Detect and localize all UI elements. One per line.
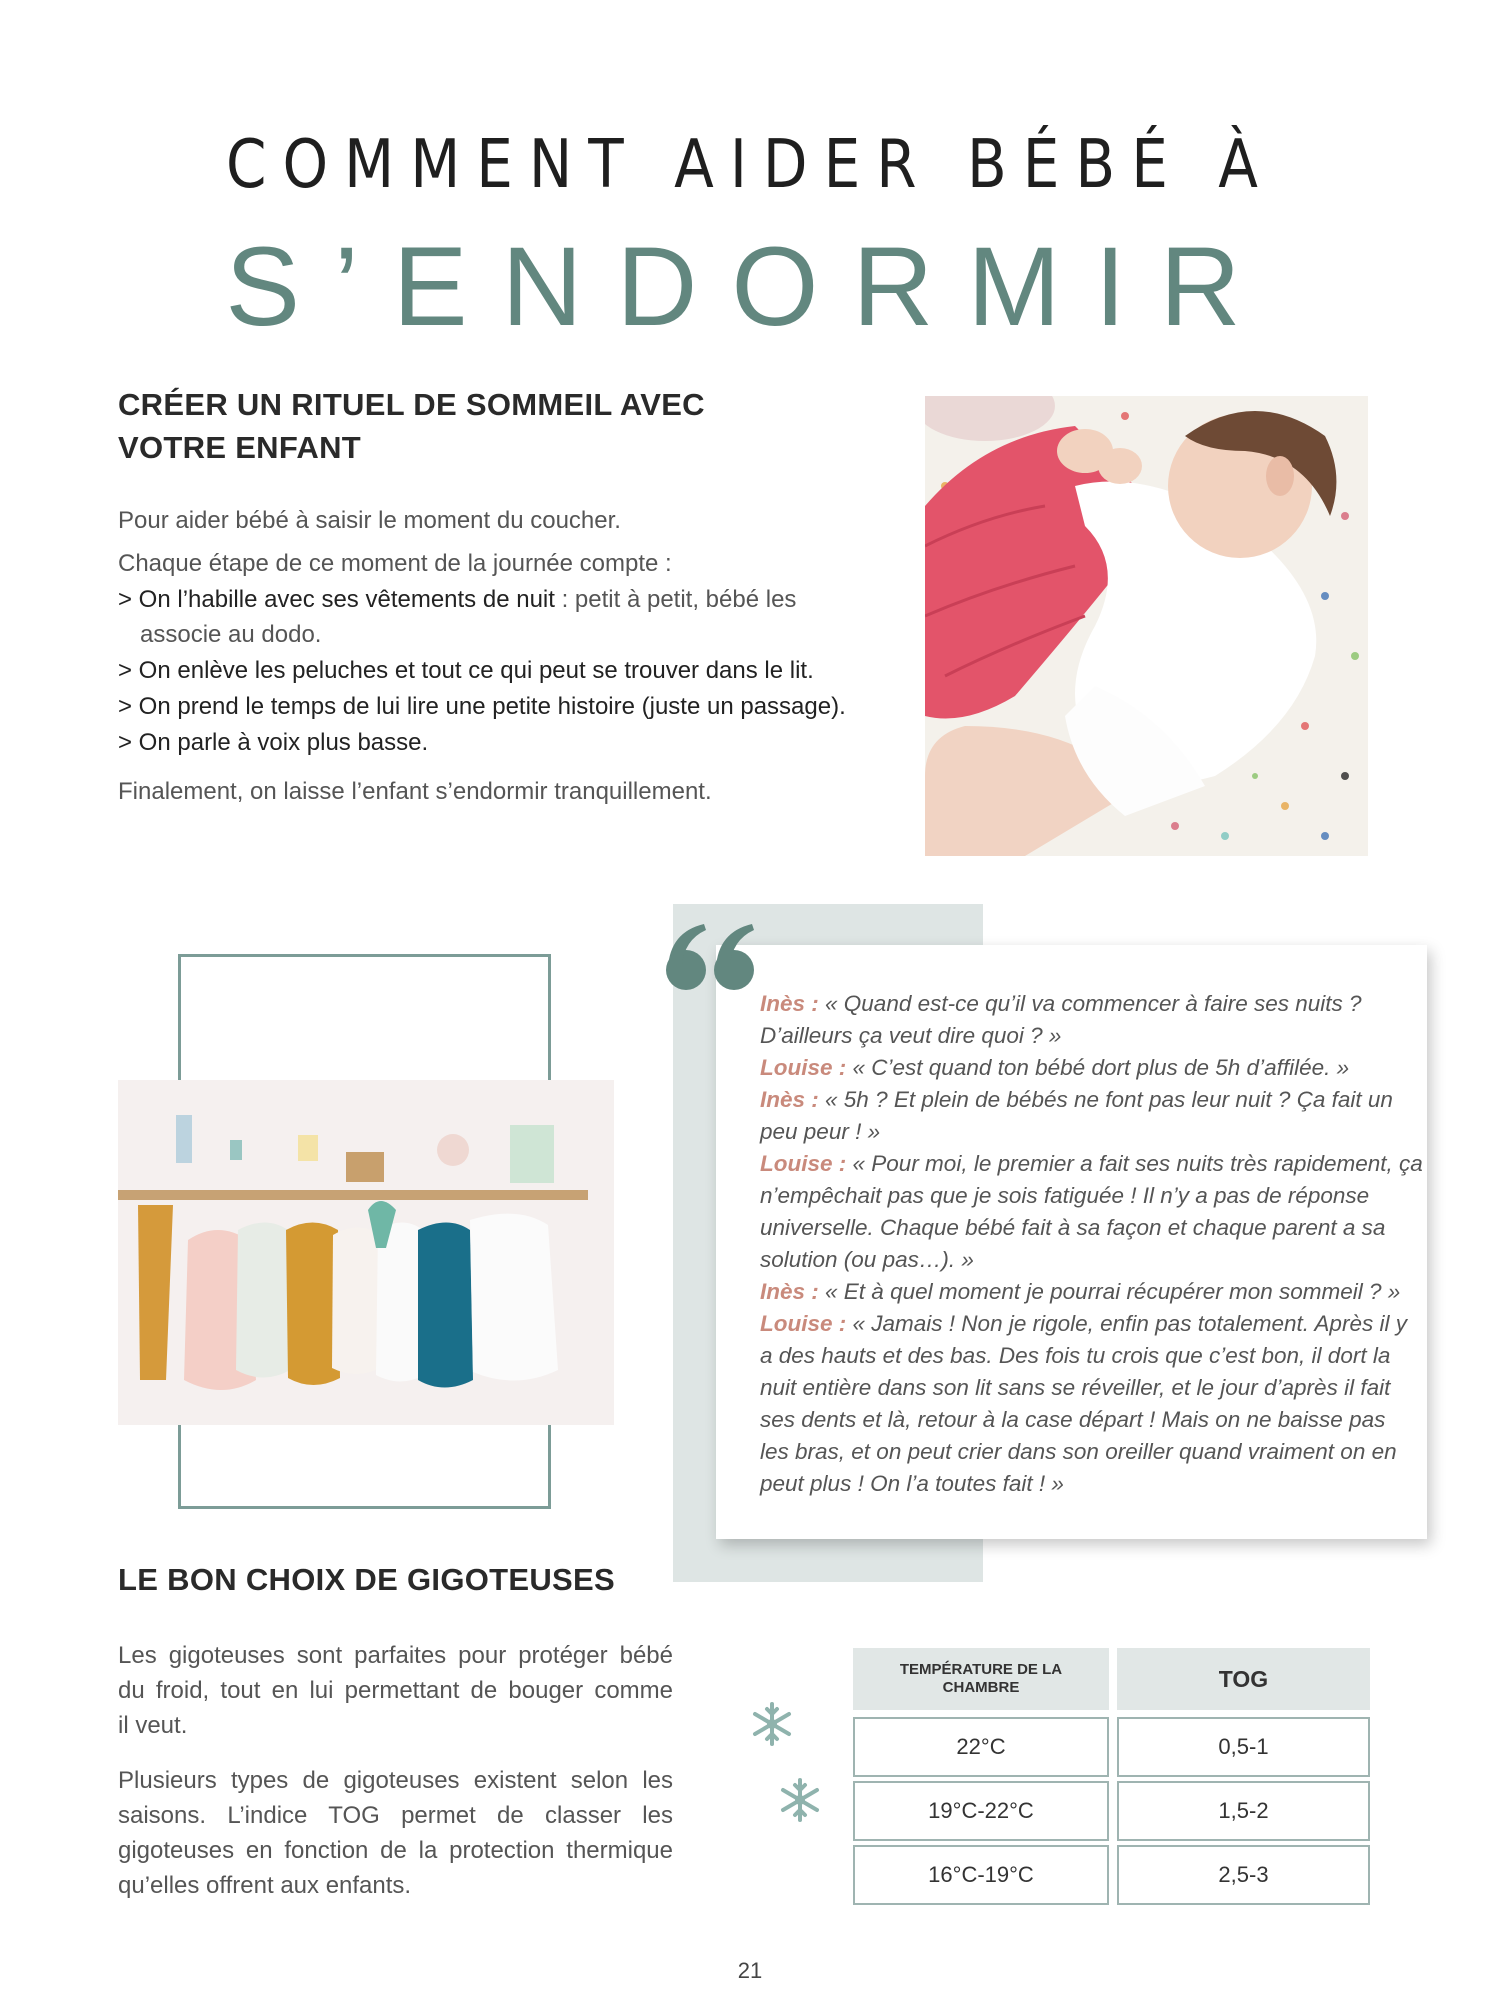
header-temp-line: TEMPÉRATURE DE LA [899, 1661, 1063, 1678]
quote-line [760, 988, 1390, 1020]
section-heading-line: VOTRE ENFANT [118, 430, 362, 465]
section-heading-gigoteuses: LE BON CHOIX DE GIGOTEUSES [118, 1562, 615, 1597]
quote-speaker: Louise : [760, 1151, 847, 1176]
table-header-temperature [853, 1648, 1109, 1710]
quote-line [760, 1436, 1397, 1468]
quote-text: D’ailleurs ça veut dire quoi ? » [760, 1023, 1062, 1048]
text-line: du froid, tout en lui permettant de bouger comme [118, 1677, 673, 1704]
snowflake-icon [748, 1700, 796, 1748]
quote-speaker: Inès : [760, 1087, 819, 1112]
bullet-rest2: associe au dodo. [140, 621, 322, 648]
section-heading-line: CRÉER UN RITUEL DE SOMMEIL AVEC [118, 387, 705, 422]
quote-text: « Et à quel moment je pourrai récupérer mon sommeil ? » [818, 1279, 1401, 1304]
table-cell-temp: 16°C-19°C [853, 1845, 1109, 1905]
intro-paragraph: Pour aider bébé à saisir le moment du coucher. [118, 507, 621, 534]
quote-line [760, 1372, 1390, 1404]
table-header-tog: TOG [1117, 1648, 1370, 1710]
quote-text: « Pour moi, le premier a fait ses nuits très rapidement, ça [846, 1151, 1423, 1176]
conclusion-paragraph: Finalement, on laisse l’enfant s’endormir tranquillement. [118, 778, 712, 805]
quote-text: universelle. Chaque bébé fait à sa façon et chaque parent a sa [760, 1215, 1386, 1240]
quote-text: nuit entière dans son lit sans se réveiller, et le jour d’après il fait [760, 1375, 1391, 1400]
page-title-line1: COMMENT AIDER BÉBÉ À [226, 124, 1274, 204]
bullet-rest: : petit à petit, bébé les [554, 586, 797, 613]
quote-mark-icon [662, 918, 762, 998]
bullet-item [118, 582, 878, 617]
sleeping-bags-illustration [118, 1080, 614, 1425]
text-line: saisons. L’indice TOG permet de classer les [118, 1802, 673, 1829]
quote-line [760, 1084, 1393, 1116]
table-cell-temp: 22°C [853, 1717, 1109, 1777]
quote-speaker: Inès : [760, 991, 819, 1016]
header-temp-line: CHAMBRE [942, 1679, 1020, 1696]
page-title-line2: S’ENDORMIR [225, 224, 1275, 349]
table-cell-tog: 1,5-2 [1117, 1781, 1370, 1841]
bullet-item: > On prend le temps de lui lire une petite histoire (juste un passage). [118, 693, 846, 720]
bullet-continuation [140, 617, 321, 652]
table-cell-temp: 19°C-22°C [853, 1781, 1109, 1841]
quote-line [760, 1212, 1390, 1244]
quote-text: « C’est quand ton bébé dort plus de 5h d’affilée. » [846, 1055, 1350, 1080]
quote-text: « 5h ? Et plein de bébés ne font pas leur nuit ? Ça fait un [818, 1087, 1393, 1112]
quote-text: solution (ou pas…). » [760, 1247, 974, 1272]
quote-line [760, 1340, 1390, 1372]
quote-speaker: Louise : [760, 1055, 847, 1080]
text-line: il veut. [118, 1712, 188, 1739]
lead-paragraph: Chaque étape de ce moment de la journée compte : [118, 550, 672, 577]
quote-line [760, 1180, 1390, 1212]
quote-line [760, 1020, 1390, 1052]
quote-text: « Quand est-ce qu’il va commencer à faire ses nuits ? [818, 991, 1362, 1016]
sleeping-baby-photo [925, 396, 1368, 856]
quote-line [760, 1276, 1401, 1308]
quote-text: peut plus ! On l’a toutes fait ! » [760, 1471, 1064, 1496]
text-line: qu’elles offrent aux enfants. [118, 1872, 412, 1899]
quote-line [760, 1468, 1390, 1500]
bullet-strong: > On l’habille avec ses vêtements de nuit [118, 586, 555, 613]
quote-line [760, 1116, 1390, 1148]
quote-text: les bras, et on peut crier dans son oreiller quand vraiment on en [760, 1439, 1397, 1464]
bullet-item: > On parle à voix plus basse. [118, 729, 429, 756]
text-line: Les gigoteuses sont parfaites pour protéger bébé [118, 1642, 673, 1669]
snowflake-icon [776, 1776, 824, 1824]
text-line: Plusieurs types de gigoteuses existent selon les [118, 1767, 673, 1794]
quote-line [760, 1052, 1390, 1084]
quote-speaker: Louise : [760, 1311, 847, 1336]
sleeping-bags-photo [118, 1080, 614, 1425]
quote-speaker: Inès : [760, 1279, 819, 1304]
testimonial-text [760, 988, 1423, 1500]
quote-line [760, 1148, 1423, 1180]
quote-line [760, 1244, 1390, 1276]
sleeping-baby-illustration [925, 396, 1368, 856]
section-heading-rituel [118, 383, 705, 469]
gigoteuses-paragraph-2 [118, 1763, 673, 1903]
quote-text: n’empêchait pas que je sois fatiguée ! Il n’y a pas de réponse [760, 1183, 1370, 1208]
gigoteuses-paragraph-1 [118, 1638, 673, 1743]
bullet-item: > On enlève les peluches et tout ce qui peut se trouver dans le lit. [118, 657, 814, 684]
quote-line [760, 1308, 1407, 1340]
quote-text: peu peur ! » [760, 1119, 881, 1144]
text-line: gigoteuses en fonction de la protection thermique [118, 1837, 673, 1864]
quote-text: « Jamais ! Non je rigole, enfin pas totalement. Après il y [846, 1311, 1407, 1336]
table-cell-tog: 2,5-3 [1117, 1845, 1370, 1905]
table-cell-tog: 0,5-1 [1117, 1717, 1370, 1777]
quote-line [760, 1404, 1390, 1436]
quote-text: a des hauts et des bas. Des fois tu crois que c’est bon, il dort la [760, 1343, 1391, 1368]
quote-text: ses dents et là, retour à la case départ ! Mais on ne baisse pas [760, 1407, 1386, 1432]
page-number: 21 [737, 1958, 763, 1983]
